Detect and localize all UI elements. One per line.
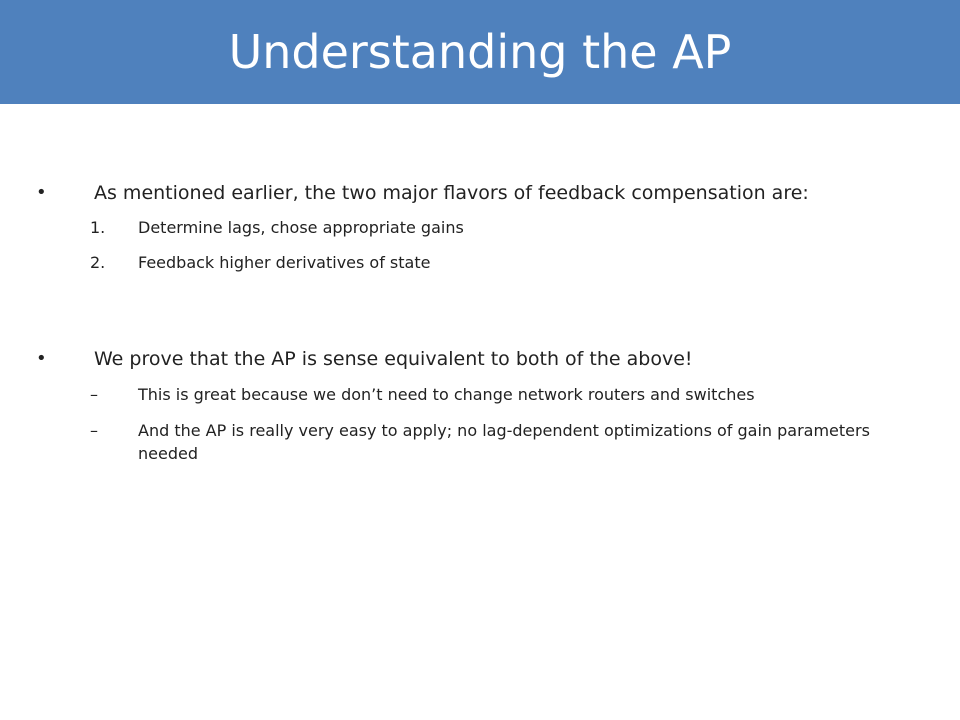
bullet-marker-1: •	[36, 182, 47, 203]
subitem-marker-2-1: –	[90, 385, 98, 404]
bullet-marker-2: •	[36, 348, 47, 369]
subitem-text-1-2: Feedback higher derivatives of state	[138, 253, 431, 272]
bullet-text-2: We prove that the AP is sense equivalent to both of the above!	[94, 348, 693, 370]
subitem-marker-1-1: 1.	[90, 218, 106, 237]
subitem-marker-1-2: 2.	[90, 253, 106, 272]
subitem-text-1-1: Determine lags, chose appropriate gains	[138, 218, 464, 237]
subitem-text-2-1: This is great because we don’t need to change network routers and switches	[138, 385, 755, 404]
slide-title: Understanding the AP	[228, 25, 732, 79]
subitem-marker-2-2: –	[90, 421, 98, 440]
bullet-text-1: As mentioned earlier, the two major flavors of feedback compensation are:	[94, 182, 809, 204]
subitem-text-2-2: And the AP is really very easy to apply; no lag-dependent optimizations of gain parameters needed	[138, 421, 870, 463]
